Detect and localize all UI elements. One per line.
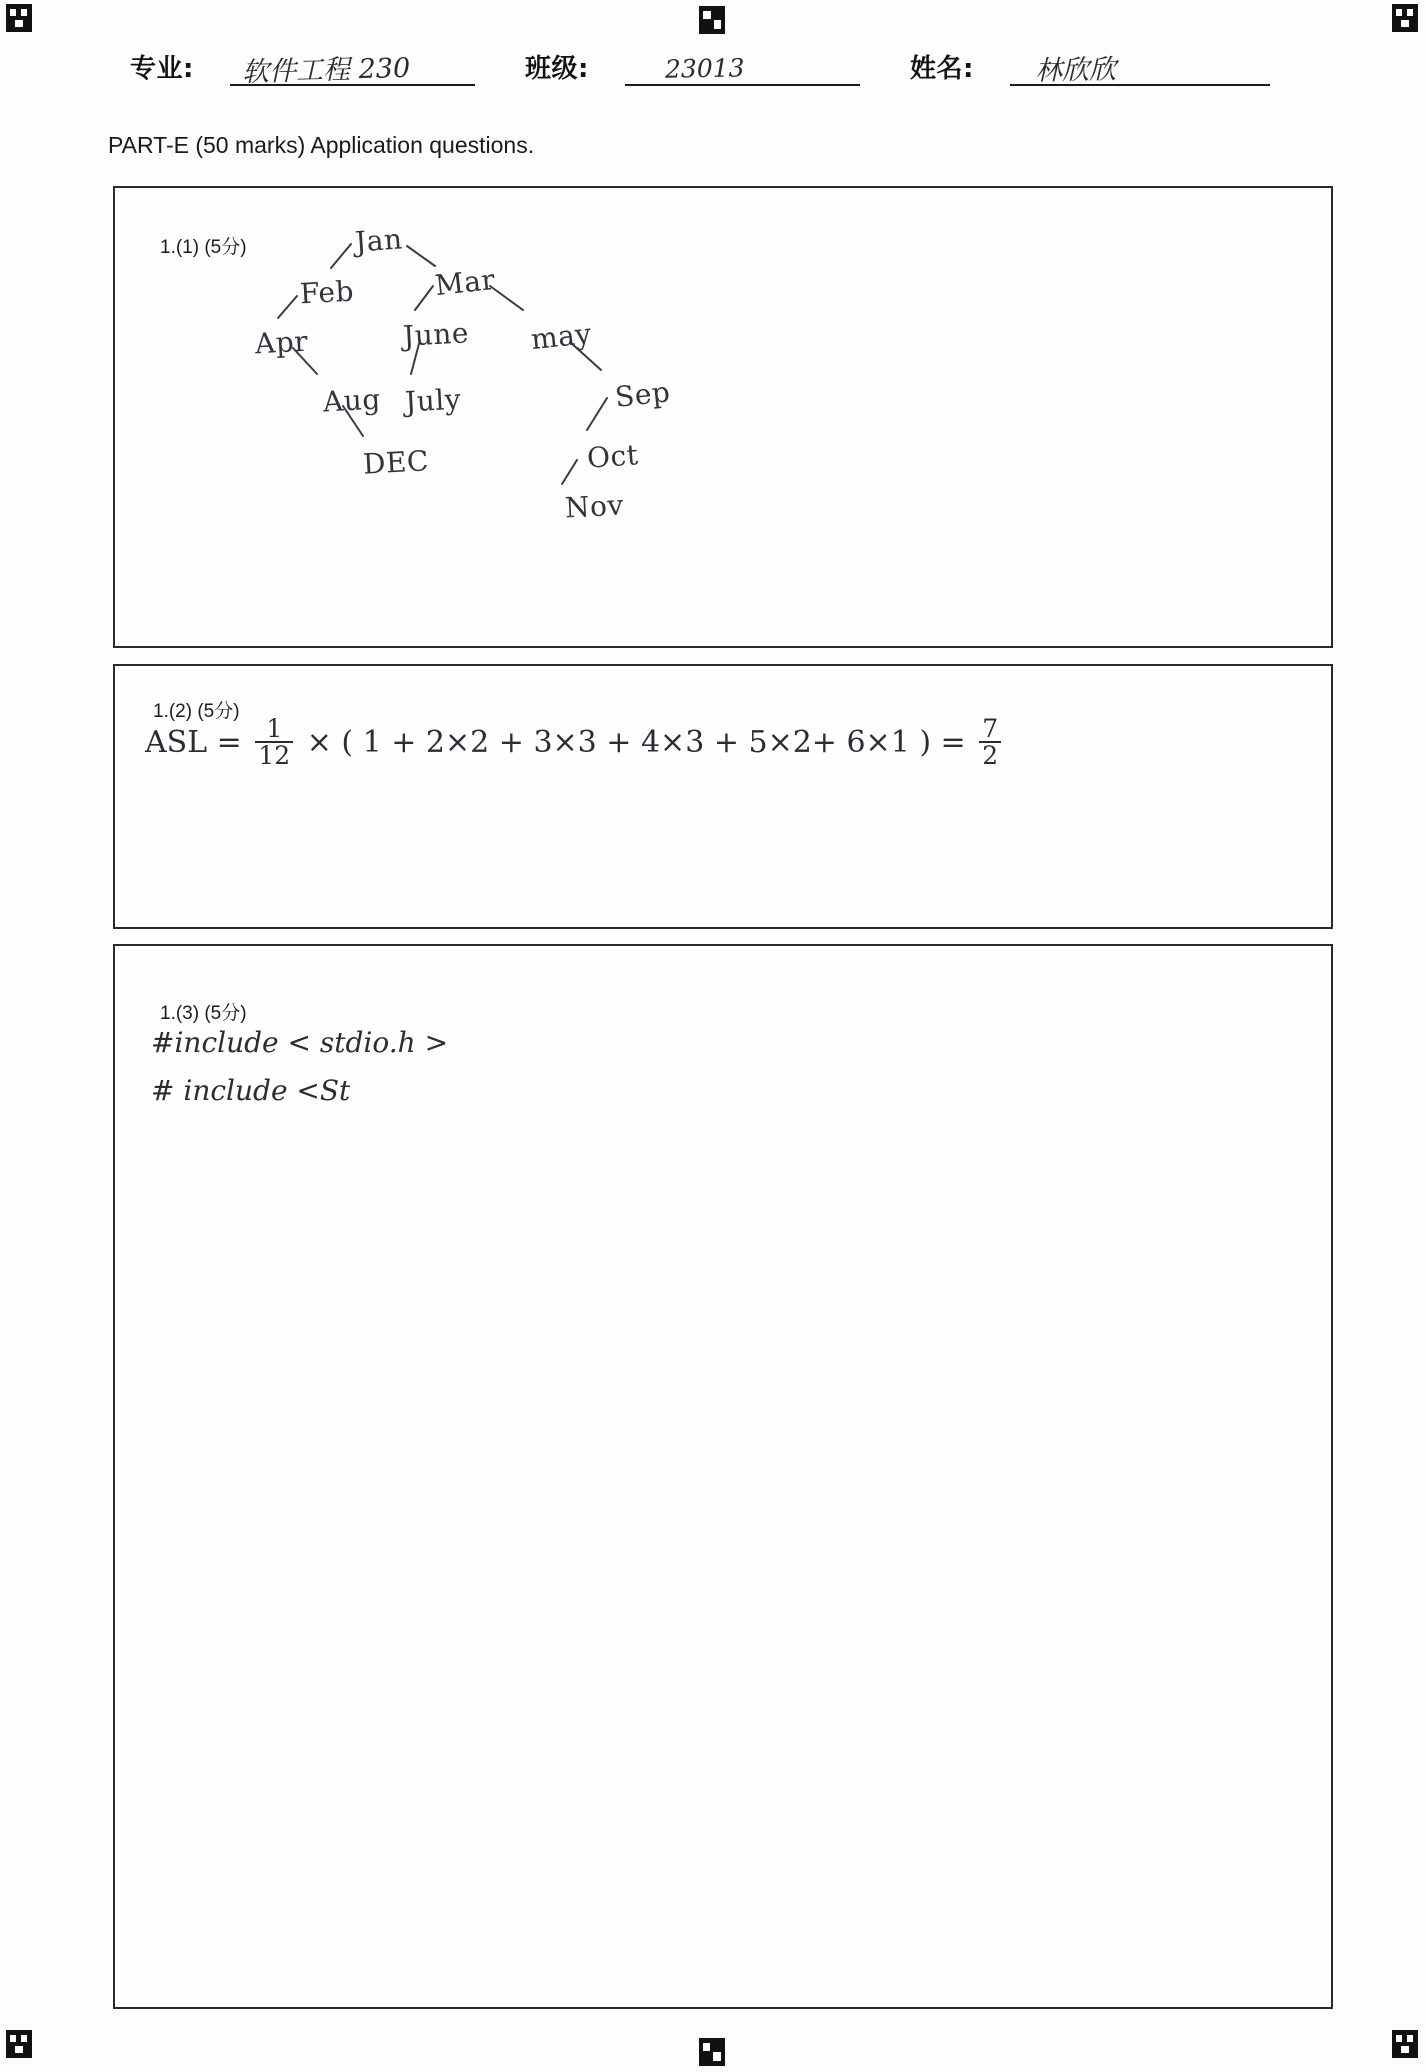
- fraction-numerator: 7: [979, 716, 1001, 743]
- student-info-header: [130, 40, 1320, 92]
- question-label-1-2: 1.(2) (5分): [153, 701, 240, 722]
- registration-mark-bottom-center: [699, 2038, 725, 2066]
- class-handwritten-value: 23013: [664, 53, 745, 84]
- major-label: 专业:: [130, 54, 194, 84]
- registration-mark-top-right: [1392, 4, 1418, 32]
- class-underline: [625, 84, 860, 86]
- part-title: PART-E (50 marks) Application questions.: [108, 132, 535, 158]
- major-handwritten-value: 软件工程 230: [241, 52, 411, 89]
- formula-fraction-seven-over-two: [979, 716, 1001, 768]
- question-label-1-1: 1.(1) (5分): [160, 237, 247, 258]
- tree-edges: [115, 188, 1331, 646]
- tree-node: July: [404, 382, 462, 419]
- question-label-1-3: 1.(3) (5分): [160, 1003, 247, 1024]
- formula-prefix: ASL =: [145, 725, 242, 760]
- tree-node: Sep: [613, 375, 672, 414]
- tree-node: Nov: [564, 488, 625, 525]
- tree-node: June: [402, 316, 470, 353]
- handwritten-code-line: #include < stdio.h >: [151, 1026, 449, 1059]
- fraction-denominator: 2: [982, 741, 999, 770]
- tree-node: Apr: [254, 324, 309, 361]
- tree-node: Mar: [433, 262, 497, 303]
- answer-box-question-1-2: [113, 664, 1333, 929]
- answer-box-question-1-3: [113, 944, 1333, 2009]
- formula-fraction-one-over-twelve: [255, 716, 293, 768]
- registration-mark-bottom-right: [1392, 2030, 1418, 2058]
- answer-box-question-1-1: [113, 186, 1333, 648]
- registration-mark-top-center: [699, 6, 725, 34]
- class-label: 班级:: [525, 54, 589, 84]
- tree-node: DEC: [362, 444, 430, 481]
- tree-node: may: [529, 316, 594, 357]
- tree-node: Aug: [322, 382, 382, 419]
- registration-mark-top-left: [6, 4, 32, 32]
- handwritten-code-line: # include <St: [151, 1074, 351, 1107]
- tree-node: Jan: [353, 222, 404, 259]
- registration-mark-bottom-left: [6, 2030, 32, 2058]
- tree-node: Feb: [299, 274, 355, 311]
- fraction-numerator: 1: [255, 716, 293, 743]
- name-handwritten-value: 林欣欣: [1034, 54, 1117, 87]
- tree-node: Oct: [585, 438, 640, 475]
- name-label: 姓名:: [910, 54, 974, 84]
- fraction-denominator: 12: [258, 741, 291, 770]
- handwritten-formula-1-2: [145, 714, 1005, 770]
- formula-body: × ( 1 + 2×2 + 3×3 + 4×3 + 5×2+ 6×1 ) =: [306, 725, 966, 760]
